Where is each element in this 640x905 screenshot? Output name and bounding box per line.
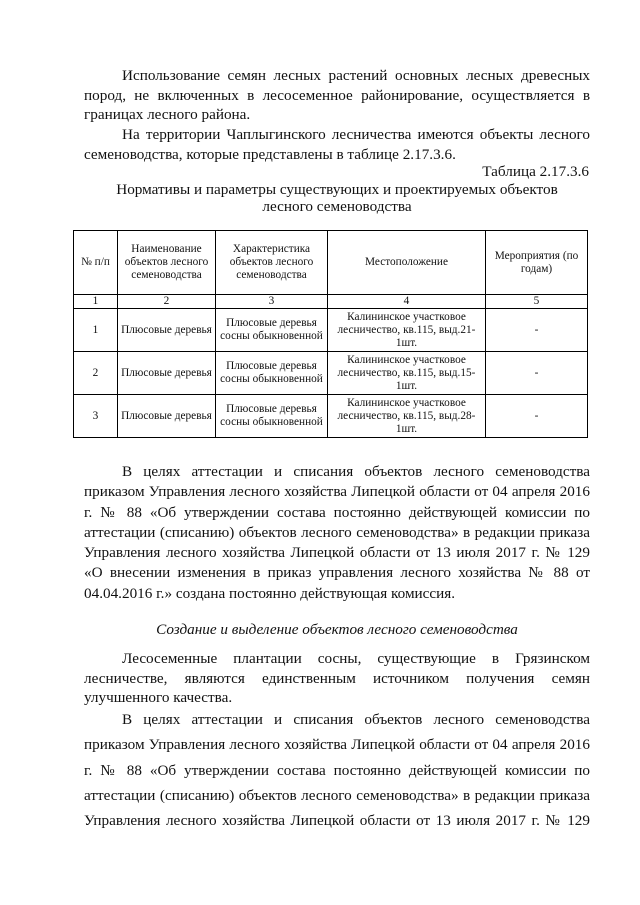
text-line: Лесосеменные плантации сосны, существующие в Грязинском: [122, 650, 590, 667]
column-number-cell: 4: [328, 295, 486, 309]
text-line: Управления лесного хозяйства Липецкой области от 13 июля 2017 г. № 129: [84, 544, 590, 562]
text-line: аттестации (списанию) объектов лесного семеноводства» в редакции приказа: [84, 523, 590, 541]
table-cell: 1: [74, 309, 118, 352]
table-row: [74, 352, 588, 395]
paragraph-seed-usage: [84, 66, 590, 125]
table-cell: Калининское участковое лесничество, кв.115, выд.15-1шт.: [328, 352, 486, 395]
table-cell: Плюсовые деревья: [118, 352, 216, 395]
table-cell: Плюсовые деревья сосны обыкновенной: [216, 395, 328, 438]
header-cell: № п/п: [74, 231, 118, 295]
text-line: улучшенного качества.: [84, 689, 233, 706]
table-title-line: лесного семеноводства: [262, 198, 412, 215]
text-line: 04.04.2016 г.» создана постоянно действующая комиссия.: [84, 584, 456, 602]
table-cell: -: [486, 352, 588, 395]
text-line: «О внесении изменения в приказ управления лесного хозяйства № 88 от: [84, 564, 590, 582]
table-cell: 3: [74, 395, 118, 438]
column-number-cell: 2: [118, 295, 216, 309]
text-line: семеноводства, которые представлены в таблице 2.17.3.6.: [84, 145, 456, 163]
paragraph-attestation-commission: [84, 462, 590, 604]
paragraph-attestation-repeat: [84, 707, 590, 833]
seed-objects-table: [73, 230, 588, 438]
text-line: Использование семян лесных растений основных лесных древесных: [122, 67, 590, 84]
table-caption: Таблица 2.17.3.6: [482, 163, 589, 180]
text-line: В целях аттестации и списания объектов лесного семеноводства: [122, 711, 590, 728]
header-cell: Местоположение: [328, 231, 486, 295]
header-cell: Мероприятия (по годам): [486, 231, 588, 295]
column-number-cell: 3: [216, 295, 328, 309]
text-line: границах лесного района.: [84, 106, 251, 123]
text-line: приказом Управления лесного хозяйства Липецкой области от 04 апреля 2016: [84, 736, 590, 754]
table-cell: Плюсовые деревья сосны обыкновенной: [216, 309, 328, 352]
text-line: приказом Управления лесного хозяйства Липецкой области от 04 апреля 2016: [84, 483, 590, 501]
text-line: В целях аттестации и списания объектов лесного семеноводства: [122, 463, 590, 480]
table-cell: Плюсовые деревья сосны обыкновенной: [216, 352, 328, 395]
column-number-cell: 5: [486, 295, 588, 309]
table-cell: Калининское участковое лесничество, кв.115, выд.21-1шт.: [328, 309, 486, 352]
text-line: Управления лесного хозяйства Липецкой области от 13 июля 2017 г. № 129: [84, 812, 590, 830]
table-cell: Калининское участковое лесничество, кв.115, выд.28-1шт.: [328, 395, 486, 438]
header-cell: Характеристика объектов лесного семеноводства: [216, 231, 328, 295]
table-title-line: Нормативы и параметры существующих и проектируемых объектов: [116, 181, 558, 198]
table-row: [74, 395, 588, 438]
text-line: На территории Чаплыгинского лесничества имеются объекты лесного: [122, 126, 590, 143]
text-line: аттестации (списанию) объектов лесного семеноводства» в редакции приказа: [84, 786, 590, 804]
paragraph-seed-plantations: [84, 649, 590, 708]
table-header-row: [74, 231, 588, 295]
section-subheading: Создание и выделение объектов лесного семеноводства: [156, 621, 518, 638]
table-cell: -: [486, 309, 588, 352]
table-cell: -: [486, 395, 588, 438]
column-number-row: [74, 295, 588, 309]
table-cell: Плюсовые деревья: [118, 309, 216, 352]
header-cell: Наименование объектов лесного семеноводства: [118, 231, 216, 295]
table-title: [84, 181, 590, 215]
text-line: г. № 88 «Об утверждении состава постоянно действующей комиссии по: [84, 761, 590, 779]
text-line: г. № 88 «Об утверждении состава постоянно действующей комиссии по: [84, 503, 590, 521]
text-line: лесничестве, являются единственным источником получения семян: [84, 669, 590, 687]
text-line: пород, не включенных в лесосеменное районирование, осуществляется в: [84, 86, 590, 104]
paragraph-forestry-objects: [84, 125, 590, 164]
table-cell: 2: [74, 352, 118, 395]
table-cell: Плюсовые деревья: [118, 395, 216, 438]
column-number-cell: 1: [74, 295, 118, 309]
table-row: [74, 309, 588, 352]
